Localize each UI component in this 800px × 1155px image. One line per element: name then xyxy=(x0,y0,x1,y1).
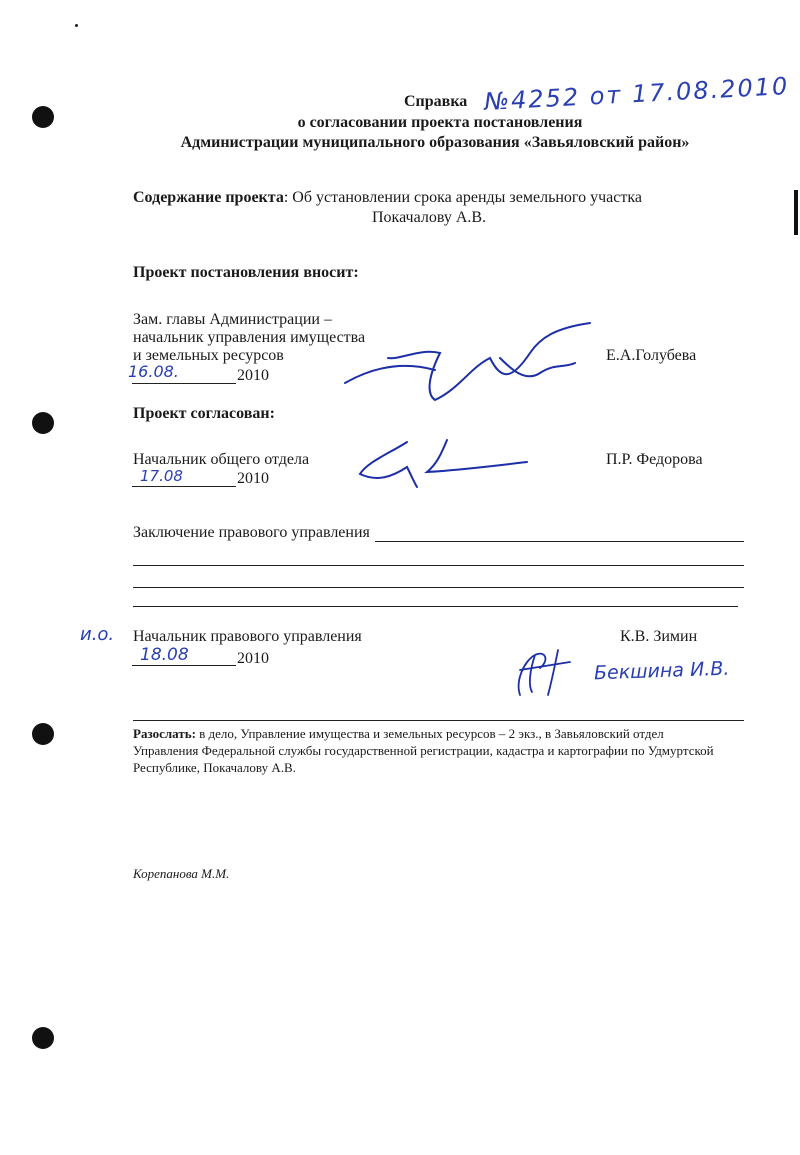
author: Корепанова М.М. xyxy=(133,866,230,881)
distribution-text-1: в дело, Управление имущества и земельных ресурсов – 2 экз., в Завьяловский отдел xyxy=(195,726,664,741)
date-underline xyxy=(132,486,236,487)
project-content-text: : Об установлении срока аренды земельного участка xyxy=(283,189,642,206)
distribution-text-2: Управления Федеральной службы государственной регистрации, кадастра и картографии по Удмуртской xyxy=(133,743,714,758)
doc-title: Справка xyxy=(404,93,468,110)
project-content-text-2: Покачалову А.В. xyxy=(372,209,487,226)
legal-date-handwritten: 18.08 xyxy=(140,645,189,665)
conclusion-line xyxy=(133,565,744,566)
edge-mark xyxy=(794,190,798,235)
legal-position: Начальник правового управления xyxy=(133,628,362,645)
doc-subtitle-2: Администрации муниципального образования «Завьяловский район» xyxy=(180,134,690,151)
date-underline xyxy=(132,665,236,666)
submitter-date-handwritten: 16.08. xyxy=(128,362,179,381)
legal-signer-name-handwritten: Бекшина И.В. xyxy=(593,657,730,685)
legal-signature xyxy=(500,640,580,700)
legal-year: 2010 xyxy=(237,650,269,667)
legal-name: К.В. Зимин xyxy=(620,628,698,645)
approved-heading: Проект согласован: xyxy=(133,405,275,422)
project-content-label: Содержание проекта xyxy=(133,189,284,206)
legal-conclusion-label: Заключение правового управления xyxy=(133,524,370,541)
conclusion-line xyxy=(133,606,738,607)
approved-date-handwritten: 17.08 xyxy=(140,467,183,485)
binder-hole xyxy=(32,106,54,128)
distribution-label: Разослать: xyxy=(133,726,196,741)
conclusion-line xyxy=(133,587,744,588)
submitter-signature xyxy=(340,318,595,408)
speck xyxy=(75,24,78,27)
project-content xyxy=(133,189,642,207)
distribution-top-line xyxy=(133,720,744,721)
approved-position: Начальник общего отдела xyxy=(133,451,310,468)
submitter-position-2: начальник управления имущества xyxy=(133,329,366,346)
distribution-line-1 xyxy=(133,726,744,742)
submitter-position-3: и земельных ресурсов xyxy=(133,347,284,364)
approved-name: П.Р. Федорова xyxy=(606,451,703,468)
binder-hole xyxy=(32,723,54,745)
approved-year: 2010 xyxy=(237,470,269,487)
date-underline xyxy=(132,383,236,384)
conclusion-line xyxy=(375,541,744,542)
approved-signature xyxy=(352,432,532,492)
distribution-text-3: Республике, Покачалову А.В. xyxy=(133,760,296,775)
submitter-year: 2010 xyxy=(237,367,269,384)
binder-hole xyxy=(32,412,54,434)
io-mark-handwritten: и.о. xyxy=(80,624,115,645)
submitter-position-1: Зам. главы Администрации – xyxy=(133,311,332,328)
submitter-heading: Проект постановления вносит: xyxy=(133,264,359,281)
submitter-name: Е.А.Голубева xyxy=(606,347,697,364)
doc-number-handwritten: №4252 от 17.08.2010 xyxy=(483,72,790,116)
binder-hole xyxy=(32,1027,54,1049)
doc-subtitle: о согласовании проекта постановления xyxy=(297,114,583,131)
